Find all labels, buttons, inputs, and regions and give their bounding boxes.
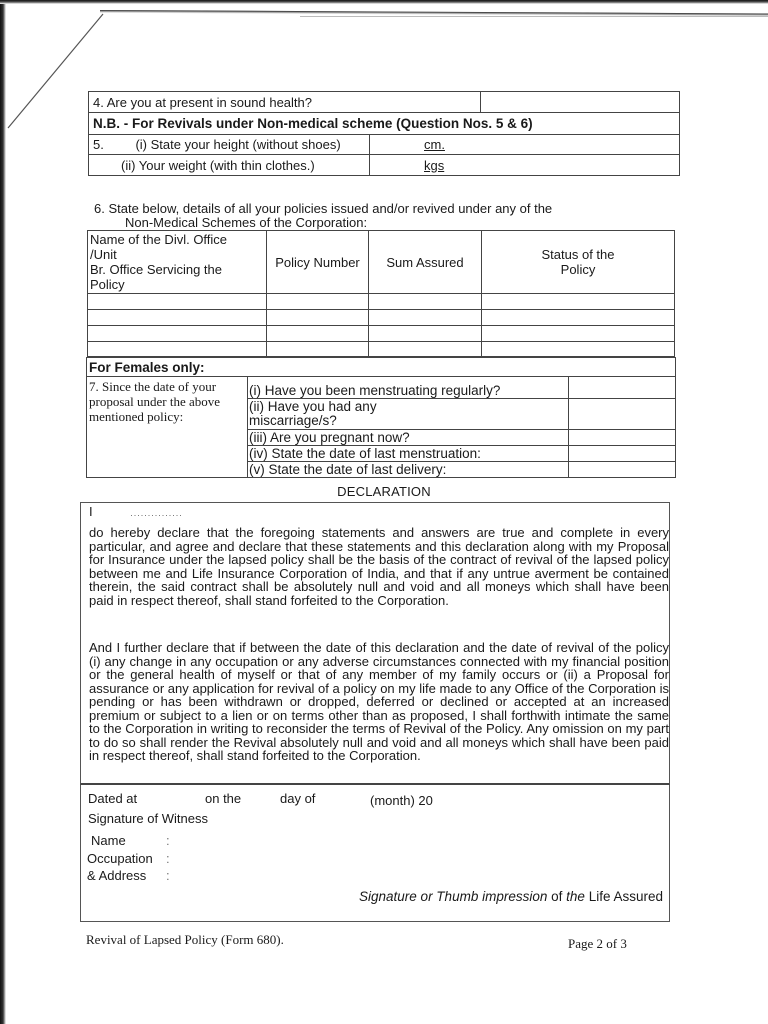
life-assured-signature-label — [359, 889, 663, 904]
footer-form-name: Revival of Lapsed Policy (Form 680). — [86, 932, 284, 947]
scan-edge-left — [0, 0, 6, 1024]
q7-label-line2: proposal under the above — [89, 394, 221, 409]
col-header-status-line2: Policy — [560, 262, 596, 277]
health-table — [88, 91, 680, 176]
q6-line1: 6. State below, details of all your policies issued and/or revived under any of the — [94, 201, 553, 216]
cell-policy-number[interactable] — [267, 342, 369, 357]
q7-label-line1: 7. Since the date of your — [89, 379, 217, 394]
q6-line2: Non-Medical Schemes of the Corporation: — [125, 215, 368, 230]
cell-status[interactable] — [482, 326, 675, 342]
q7-answer-field[interactable] — [569, 462, 676, 478]
declaration-name-field[interactable]: ............... — [130, 508, 183, 518]
on-the-label: on the — [205, 791, 242, 806]
signature-box — [80, 785, 670, 922]
col-header-policy-number: Policy Number — [267, 231, 369, 294]
cell-policy-number[interactable] — [267, 294, 369, 310]
footer-page-number: Page 2 of 3 — [568, 936, 627, 951]
cell-sum-assured[interactable] — [369, 342, 482, 357]
cell-status[interactable] — [482, 310, 675, 326]
q5-height-field[interactable] — [370, 135, 680, 155]
q5-height-label: (i) State your height (without shoes) — [135, 137, 341, 152]
q5-weight-field[interactable] — [370, 155, 680, 176]
declaration-box — [80, 502, 670, 785]
col-header-office-line1: Name of the Divl. Office — [90, 232, 228, 247]
q7-label-line3: mentioned policy: — [89, 409, 184, 424]
life-assured-of: of — [551, 889, 563, 904]
q5-weight-label-cell — [89, 155, 370, 176]
q7-answer-field[interactable] — [569, 377, 676, 399]
scan-edge-top — [0, 0, 768, 4]
col-header-office-line2: /Unit — [90, 247, 117, 262]
females-heading: For Females only: — [87, 358, 676, 377]
day-of-label: day of — [280, 791, 316, 806]
life-assured-end — [589, 889, 663, 904]
witness-occupation-colon: : — [166, 851, 170, 866]
nb-note: N.B. - For Revivals under Non-medical scheme (Question Nos. 5 & 6) — [89, 113, 680, 135]
policies-table — [87, 230, 675, 357]
col-header-status-line1: Status of the — [541, 247, 615, 262]
height-unit: cm. — [424, 137, 445, 152]
q7-item-label: (i) Have you been menstruating regularly? — [248, 377, 569, 399]
q7-item-label — [248, 399, 569, 430]
life-assured-the: the — [566, 889, 585, 904]
col-header-sum-assured: Sum Assured — [369, 231, 482, 294]
month-year-label: (month) 20 — [370, 793, 433, 808]
cell-office[interactable] — [88, 326, 267, 342]
dated-at-label: Dated at — [88, 791, 138, 806]
col-header-status — [482, 231, 675, 294]
cell-office[interactable] — [88, 294, 267, 310]
cell-sum-assured[interactable] — [369, 310, 482, 326]
q7-item-label: (iv) State the date of last menstruation: — [248, 446, 569, 462]
declaration-name-prefix: I — [89, 504, 93, 519]
witness-name-label: Name — [91, 833, 126, 848]
declaration-title: DECLARATION — [337, 484, 431, 499]
cell-status[interactable] — [482, 294, 675, 310]
q7-label — [87, 377, 248, 478]
life-assured-italic: Signature or Thumb impression — [359, 889, 548, 904]
q5-height-label-cell — [89, 135, 370, 155]
cell-policy-number[interactable] — [267, 310, 369, 326]
females-table — [86, 357, 676, 478]
weight-unit: kgs — [424, 157, 445, 173]
cell-policy-number[interactable] — [267, 326, 369, 342]
declaration-name-line — [89, 505, 669, 521]
col-header-office-line4: Policy — [90, 277, 125, 292]
table-row — [88, 294, 675, 310]
q7-item-label: (iii) Are you pregnant now? — [248, 430, 569, 446]
witness-address-label: & Address — [87, 868, 147, 883]
col-header-office — [88, 231, 267, 294]
q7-answer-field[interactable] — [569, 446, 676, 462]
witness-signature-label: Signature of Witness — [88, 811, 208, 826]
cell-sum-assured[interactable] — [369, 294, 482, 310]
page-fold-line-secondary — [300, 16, 768, 17]
q7-answer-field[interactable] — [569, 430, 676, 446]
cell-office[interactable] — [88, 342, 267, 357]
cell-sum-assured[interactable] — [369, 326, 482, 342]
q4-answer-field[interactable] — [481, 92, 680, 113]
q5-weight-label: (ii) Your weight (with thin clothes.) — [121, 157, 315, 173]
witness-address-colon: : — [166, 868, 170, 883]
policies-header-row — [88, 231, 675, 294]
q7-item-label: (v) State the date of last delivery: — [248, 462, 569, 478]
life-assured-end-text: Life Assured — [588, 889, 663, 904]
table-row — [88, 342, 675, 357]
declaration-paragraph-2: And I further declare that if between the date of this declaration and the date of revival of the policy (i) any change in any occupation or any adverse circumstances connected with my financial position or the general health of myself or that of any member of my family occurs or (ii) a Proposal for assurance or any application for revival of a policy on my life made to any Office of the Corporation is pending or has been withdrawn or dropped, deferred or declined or accepted at an increased premium or subject to a lien or on terms other than as proposed, I shall forthwith intimate the same to the Corporation in writing to reconsider the terms of Revival of the Policy. Any omission on my part to do so shall render the Revival absolutely null and void and all moneys which shall have been paid in respect thereof, shall stand forfeited to the Corporation. — [89, 640, 669, 763]
witness-occupation-label: Occupation — [87, 851, 153, 866]
q5-number: 5. — [93, 137, 104, 152]
question-6-text — [94, 202, 552, 230]
witness-name-colon: : — [166, 833, 170, 848]
q4-label: 4. Are you at present in sound health? — [89, 92, 481, 113]
q7-answer-field[interactable] — [569, 399, 676, 430]
q7-item-label-line2: miscarriage/s? — [249, 413, 337, 428]
cell-office[interactable] — [88, 310, 267, 326]
declaration-paragraph-1: do hereby declare that the foregoing statements and answers are true and complete in every particular, and agree and declare that these statements and this declaration along with my Proposal for Insurance under the lapsed policy shall be the basis of the contract of revival of the lapsed policy between me and Life Insurance Corporation of India, and that if any untrue averment be contained therein, the said contract shall be absolutely null and void and all moneys which shall have been paid in respect thereof, shall stand forfeited to the Corporation. — [89, 525, 669, 608]
col-header-office-line3: Br. Office Servicing the — [90, 262, 222, 277]
q7-item-label-line1: (ii) Have you had any — [249, 399, 377, 414]
table-row — [88, 310, 675, 326]
table-row — [88, 326, 675, 342]
cell-status[interactable] — [482, 342, 675, 357]
